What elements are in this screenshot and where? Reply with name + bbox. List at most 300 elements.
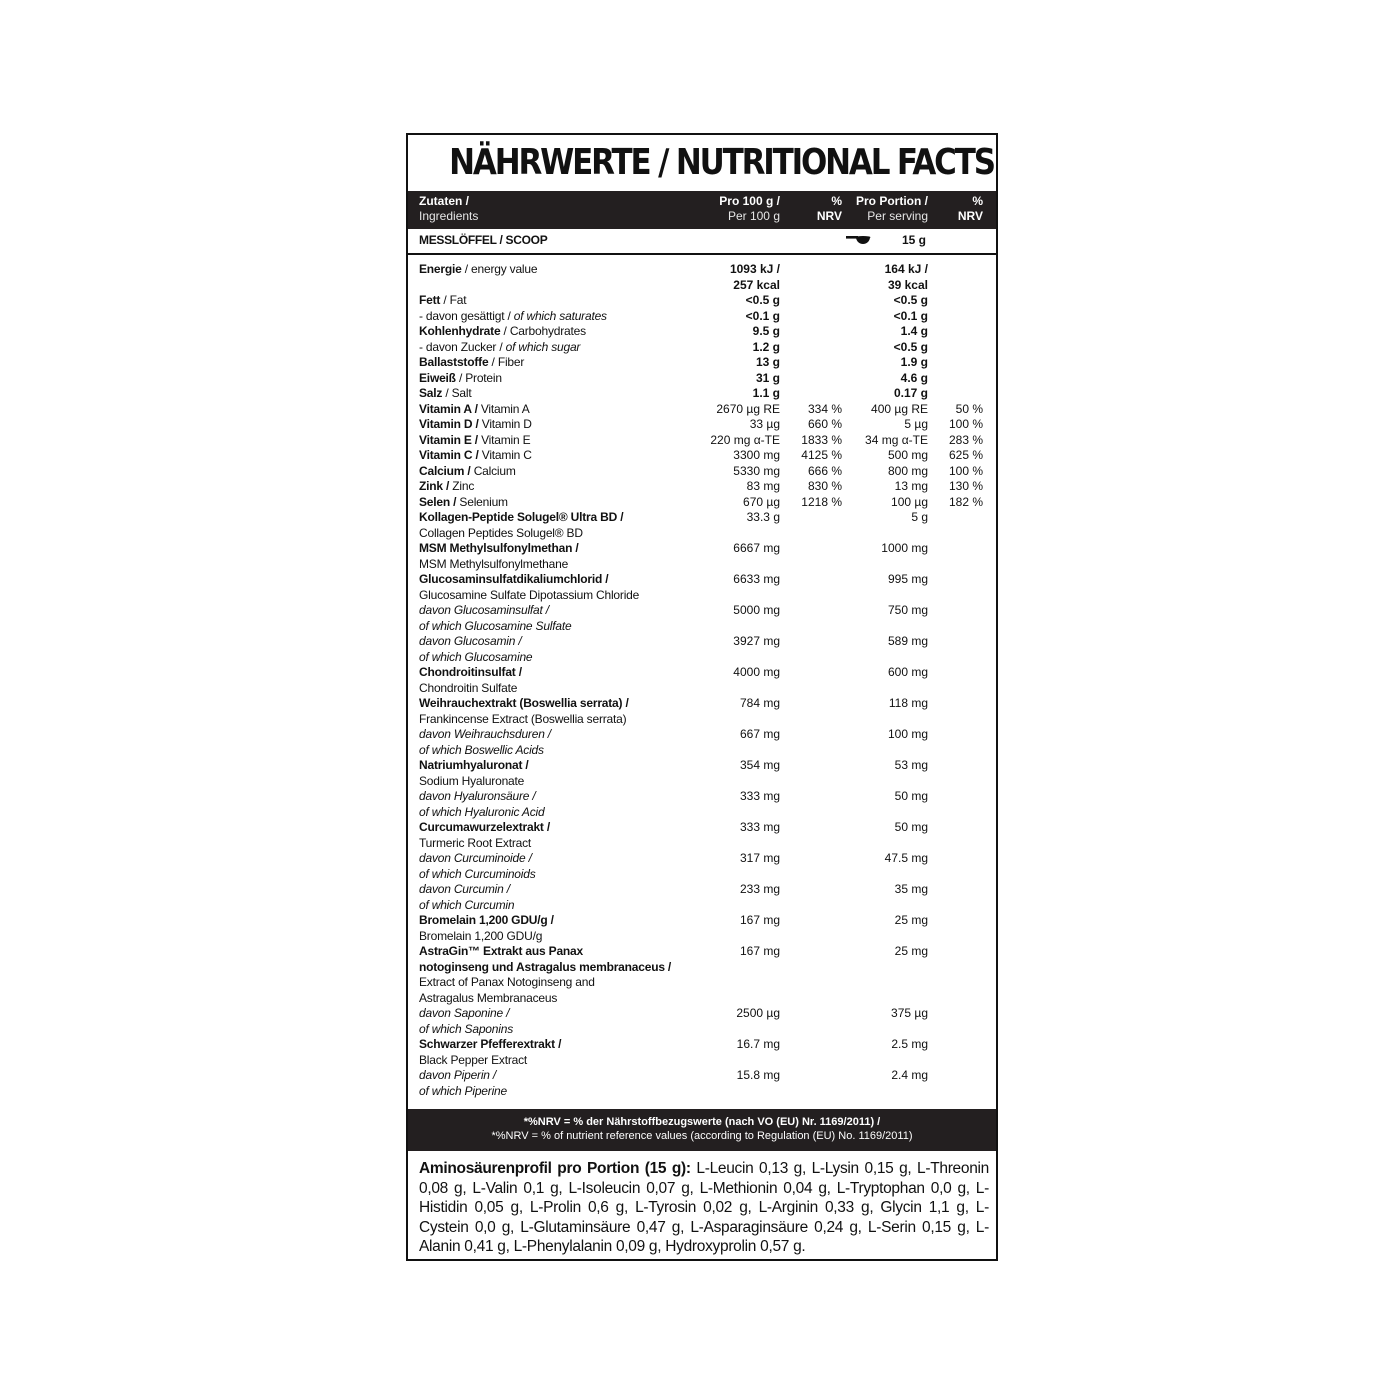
ingredient-name-segment: Calcium: [473, 463, 516, 478]
ingredient-name-segment: Eiweiß: [419, 370, 456, 385]
perserving-value: [888, 572, 928, 588]
perserving-value: [871, 402, 928, 418]
per100-value-line: 670 µg: [743, 494, 780, 509]
nrv100-value: 666 %: [807, 463, 842, 478]
perserving-value: [911, 510, 928, 526]
per100-value-line: <0.5 g: [745, 293, 780, 307]
perserving-value-line: 53 mg: [894, 758, 928, 772]
perserving-value-line: 34 mg α-TE: [865, 432, 928, 447]
ingredient-name: [419, 789, 689, 820]
per100-value: [736, 1006, 780, 1022]
ingredient-name-segment: / energy value: [461, 262, 538, 276]
ingredient-name-line: [419, 774, 689, 790]
ingredient-name-segment: Zinc: [452, 479, 475, 493]
per100-value-line: 3927 mg: [733, 634, 780, 648]
ingredient-name-segment: of which Glucosamine Sulfate: [419, 618, 572, 633]
nutrient-row: [408, 402, 996, 418]
nutrient-row: [408, 944, 996, 1006]
per100-value-line: 5000 mg: [733, 603, 780, 617]
ingredient-name-line: [419, 495, 689, 511]
perserving-value: [895, 913, 928, 929]
nutrient-row: [408, 882, 996, 913]
ingredient-name-segment: MSM Methylsulfonylmethane: [419, 556, 569, 571]
perserving-value: [891, 1037, 928, 1053]
nutrient-table: [408, 255, 996, 1111]
per100-value: [737, 1037, 780, 1053]
ingredient-name-segment: davon Curcumin /: [419, 882, 510, 896]
ingredient-name-segment: / Fat: [440, 293, 467, 307]
ingredient-name: [419, 464, 689, 480]
ingredient-name-line: [419, 851, 689, 867]
perserving-value: [888, 665, 928, 681]
ingredient-name-segment: Vitamin C: [481, 448, 532, 462]
perserving-value-line: 5 µg: [904, 417, 928, 431]
per100-value-line: 31 g: [755, 370, 780, 385]
nrvp-value: 625 %: [948, 448, 983, 462]
col-per100-en: Per 100 g: [727, 209, 780, 223]
ingredient-name-line: [419, 464, 689, 480]
perserving-value-line: 750 mg: [887, 603, 928, 617]
ingredient-name-segment: Vitamin A /: [419, 401, 481, 416]
ingredient-name-segment: Astragalus Membranaceus: [419, 990, 558, 1005]
nutrient-row: [408, 309, 996, 325]
perserving-value: [891, 1068, 928, 1084]
ingredient-name-line: [419, 836, 689, 852]
column-header-bar: [408, 191, 996, 229]
nutrient-row: [408, 1037, 996, 1068]
ingredient-name-segment: Sodium Hyaluronate: [419, 773, 525, 788]
nutrient-row: [408, 495, 996, 511]
ingredient-name-segment: of which Boswellic Acids: [419, 742, 544, 757]
col-nrv100-header: [817, 194, 842, 224]
nutrient-row: [408, 572, 996, 603]
perserving-value-line: 2.4 mg: [891, 1068, 928, 1082]
nutrient-row: [408, 293, 996, 309]
ingredient-name-line: [419, 758, 689, 774]
perserving-value-line: 800 mg: [887, 463, 928, 478]
col-ingredients-en: Ingredients: [419, 209, 479, 223]
ingredient-name-segment: Natriumhyaluronat /: [419, 758, 529, 772]
perserving-value: [888, 603, 928, 619]
per100-value-line: 1.2 g: [752, 339, 780, 354]
perserving-value: [894, 309, 928, 325]
ingredient-name: [419, 944, 689, 1006]
per100-value: [730, 262, 780, 293]
ingredient-name-segment: of which Saponins: [419, 1021, 513, 1036]
perserving-value: [881, 541, 928, 557]
ingredient-name-segment: Glucosamine Sulfate Dipotassium Chloride: [419, 587, 640, 602]
per100-value: [740, 913, 780, 929]
ingredient-name: [419, 665, 689, 696]
perserving-value-line: 1.4 g: [900, 324, 928, 338]
per100-value-line: 317 mg: [739, 851, 780, 865]
amino-heading: Aminosäurenprofil pro Portion (15 g):: [419, 1160, 691, 1177]
per100-value-line: 33 µg: [749, 417, 780, 431]
per100-value: [733, 665, 780, 681]
ingredient-name-line: [419, 572, 689, 588]
nutrient-row: [408, 665, 996, 696]
scoop-row: [408, 229, 996, 255]
ingredient-name-segment: Selen /: [419, 494, 460, 509]
ingredient-name-segment: of which Hyaluronic Acid: [419, 804, 545, 819]
perserving-value-line: 13 mg: [894, 479, 928, 493]
per100-value-line: 16.7 mg: [736, 1037, 780, 1051]
ingredient-name-line: [419, 386, 689, 402]
ingredient-name-line: [419, 402, 689, 418]
ingredient-name-segment: davon Piperin /: [419, 1068, 497, 1082]
nutrient-row: [408, 371, 996, 387]
ingredient-name-segment: Black Pepper Extract: [419, 1052, 528, 1067]
ingredient-name-segment: Bromelain 1,200 GDU/g: [419, 928, 543, 943]
per100-value: [740, 696, 780, 712]
perserving-value-line: <0.1 g: [893, 308, 928, 323]
ingredient-name-line: [419, 960, 689, 976]
nutrient-row: [408, 913, 996, 944]
col-ingredients-de: Zutaten /: [419, 194, 469, 208]
ingredient-name-line: [419, 324, 689, 340]
perserving-value: [901, 371, 928, 387]
col-perserving-de: Pro Portion /: [856, 194, 928, 208]
ingredient-name-segment: Vitamin C /: [419, 448, 482, 462]
per100-value-line: 3300 mg: [733, 448, 780, 462]
per100-value-line: 167 mg: [739, 913, 780, 927]
ingredient-name: [419, 510, 689, 541]
ingredient-name-segment: Bromelain 1,200 GDU/g /: [419, 913, 554, 927]
perserving-value: [865, 433, 928, 449]
perserving-value: [895, 820, 928, 836]
ingredient-name-line: [419, 898, 689, 914]
ingredient-name-line: [419, 820, 689, 836]
ingredient-name-line: [419, 371, 689, 387]
ingredient-name-segment: notoginseng und Astragalus membranaceus /: [419, 959, 672, 974]
nutrient-row: [408, 448, 996, 464]
ingredient-name-segment: Frankincense Extract (Boswellia serrata): [419, 711, 627, 726]
label-title: NÄHRWERTE / NUTRITIONAL FACTS: [449, 142, 994, 183]
nutrient-row: [408, 262, 996, 293]
per100-value-line: 6667 mg: [733, 541, 780, 555]
ingredient-name: [419, 758, 689, 789]
ingredient-name-line: [419, 433, 689, 449]
nutrient-row: [408, 386, 996, 402]
ingredient-name: [419, 340, 689, 356]
ingredient-name-segment: Zink /: [419, 479, 453, 493]
ingredient-name-segment: - davon gesättigt /: [419, 308, 514, 323]
ingredient-name-segment: Glucosaminsulfatdikaliumchlorid /: [419, 572, 609, 586]
nutrient-row: [408, 479, 996, 495]
col-nrvp-label: NRV: [957, 209, 983, 223]
nrvp-value: 50 %: [955, 401, 983, 416]
ingredient-name: [419, 417, 689, 433]
per100-value: [733, 541, 780, 557]
nutrient-row: [408, 417, 996, 433]
nutrient-row: [408, 696, 996, 727]
nrv100-value: 1833 %: [801, 432, 842, 447]
perserving-value-line: 100 µg: [891, 494, 928, 509]
nutrient-row: [408, 355, 996, 371]
perserving-value: [901, 355, 928, 371]
perserving-value-line: 100 mg: [887, 727, 928, 741]
perserving-value: [885, 262, 928, 293]
perserving-value-line: 25 mg: [894, 944, 928, 958]
perserving-value: [889, 696, 928, 712]
perserving-value-line: <0.5 g: [893, 293, 928, 307]
ingredient-name-line: [419, 929, 689, 945]
ingredient-name-line: [419, 712, 689, 728]
ingredient-name: [419, 603, 689, 634]
ingredient-name-line: [419, 681, 689, 697]
per100-value: [750, 417, 780, 433]
perserving-value-line: 995 mg: [887, 572, 928, 586]
ingredient-name: [419, 851, 689, 882]
ingredient-name: [419, 1037, 689, 1068]
col-per100-header: [719, 194, 780, 224]
ingredient-name: [419, 448, 689, 464]
nutrient-row: [408, 324, 996, 340]
per100-value: [733, 572, 780, 588]
ingredient-name-line: [419, 1037, 689, 1053]
per100-value: [753, 324, 780, 340]
ingredient-name: [419, 386, 689, 402]
perserving-value: [888, 634, 928, 650]
per100-value: [733, 448, 780, 464]
per100-value: [740, 727, 780, 743]
per100-value-line: 83 mg: [746, 479, 780, 493]
nutrient-row: [408, 603, 996, 634]
ingredient-name-line: [419, 557, 689, 573]
perserving-value-line: 375 µg: [891, 1006, 928, 1020]
ingredient-name-segment: / Fiber: [488, 355, 525, 369]
perserving-value-line: 600 mg: [887, 665, 928, 679]
per100-value: [740, 944, 780, 960]
per100-value-line: 167 mg: [739, 944, 780, 958]
ingredient-name-line: [419, 867, 689, 883]
footnote-line-en: *%NRV = % of nutrient reference values (according to Regulation (EU) No. 1169/2011): [491, 1130, 913, 1142]
per100-value-line: 667 mg: [739, 727, 780, 741]
ingredient-name-segment: / Salt: [442, 386, 472, 400]
per100-value: [747, 510, 780, 526]
ingredient-name-line: [419, 805, 689, 821]
nrvp-value: 182 %: [948, 494, 983, 509]
per100-value-line: 33.3 g: [746, 510, 780, 524]
col-nrv100-pct: %: [831, 194, 842, 208]
nrv100-value: 830 %: [807, 479, 842, 493]
ingredient-name-segment: Schwarzer Pfefferextrakt /: [419, 1037, 562, 1051]
ingredient-name-line: [419, 975, 689, 991]
col-nrvp-pct: %: [972, 194, 983, 208]
ingredient-name-line: [419, 789, 689, 805]
per100-value-line: 1093 kJ /: [729, 262, 780, 276]
per100-value-line: 333 mg: [739, 789, 780, 803]
perserving-value: [888, 727, 928, 743]
per100-value: [733, 603, 780, 619]
perserving-value-line: 1.9 g: [900, 355, 928, 369]
per100-value-line: 333 mg: [739, 820, 780, 834]
nutrient-row: [408, 464, 996, 480]
ingredient-name-segment: of which Glucosamine: [419, 649, 533, 664]
ingredient-name-line: [419, 944, 689, 960]
ingredient-name-segment: MSM Methylsulfonylmethan /: [419, 541, 579, 555]
per100-value-line: 2670 µg RE: [716, 401, 780, 416]
perserving-value: [895, 944, 928, 960]
ingredient-name: [419, 262, 689, 278]
col-nrv100-label: NRV: [816, 209, 842, 223]
ingredient-name-segment: of which sugar: [505, 339, 581, 354]
ingredient-name-segment: Kollagen-Peptide Solugel® Ultra BD /: [419, 510, 624, 524]
ingredient-name-segment: of which Piperine: [419, 1083, 507, 1098]
per100-value: [733, 464, 780, 480]
nrv100-value: 4125 %: [801, 448, 842, 462]
ingredient-name: [419, 293, 689, 309]
ingredient-name-segment: Ballaststoffe: [419, 355, 489, 369]
amino-acid-profile: [419, 1159, 989, 1257]
per100-value-line: 220 mg α-TE: [710, 432, 780, 447]
ingredient-name: [419, 727, 689, 758]
ingredient-name-segment: Fett: [419, 293, 441, 307]
nutrient-row: [408, 727, 996, 758]
ingredient-name-segment: of which saturates: [513, 308, 607, 323]
ingredient-name-segment: davon Curcuminoide /: [419, 851, 532, 865]
ingredient-name-segment: Collagen Peptides Solugel® BD: [419, 525, 583, 540]
ingredient-name-line: [419, 650, 689, 666]
ingredient-name-segment: Vitamin D: [481, 417, 532, 431]
amino-text: L-Leucin 0,13 g, L-Lysin 0,15 g, L-Threonin 0,08 g, L-Valin 0,1 g, L-Isoleucin 0,07 g, L-Methionin 0,04 g, L-Tryptophan 0,0 g, L-Histidin 0,05 g, L-Prolin 0,6 g, L-Tyrosin 0,02 g, L-Arginin 0,33 g, Glycin 1,1 g, L-Cystein 0,0 g, L-Glutaminsäure 0,47 g, L-Asparaginsäure 0,24 g, L-Serin 0,15 g, L-Alanin 0,41 g, L-Phenylalanin 0,09 g, Hydroxyprolin 0,57 g.: [419, 1160, 989, 1255]
per100-value-line: 6633 mg: [733, 572, 780, 586]
ingredient-name-line: [419, 479, 689, 495]
perserving-value-line: 50 mg: [894, 820, 928, 834]
per100-value: [740, 851, 780, 867]
per100-value: [716, 402, 780, 418]
nutrient-row: [408, 510, 996, 541]
perserving-value: [895, 882, 928, 898]
perserving-value-line: 500 mg: [887, 448, 928, 462]
ingredient-name: [419, 479, 689, 495]
ingredient-name-line: [419, 588, 689, 604]
ingredient-name-line: [419, 603, 689, 619]
ingredient-name-segment: / Carbohydrates: [500, 324, 586, 338]
ingredient-name-line: [419, 309, 689, 325]
perserving-value: [891, 1006, 928, 1022]
ingredient-name: [419, 324, 689, 340]
per100-value: [747, 479, 780, 495]
ingredient-name-line: [419, 262, 689, 278]
per100-value: [733, 634, 780, 650]
per100-value: [740, 758, 780, 774]
per100-value: [746, 293, 780, 309]
per100-value: [740, 882, 780, 898]
per100-value-line: 233 mg: [739, 882, 780, 896]
ingredient-name-segment: Weihrauchextrakt (Boswellia serrata) /: [419, 696, 629, 710]
ingredient-name-segment: Salz: [419, 386, 443, 400]
ingredient-name-line: [419, 696, 689, 712]
scoop-label: MESSLÖFFEL / SCOOP: [419, 233, 548, 247]
ingredient-name-segment: of which Curcumin: [419, 897, 515, 912]
ingredient-name: [419, 634, 689, 665]
ingredient-name-segment: AstraGin™ Extrakt aus Panax: [419, 944, 584, 958]
nrvp-value: 283 %: [948, 432, 983, 447]
perserving-value: [888, 448, 928, 464]
ingredient-name-line: [419, 340, 689, 356]
ingredient-name-segment: Chondroitinsulfat /: [419, 665, 522, 679]
per100-value-line: 1.1 g: [752, 386, 780, 400]
ingredient-name-line: [419, 665, 689, 681]
perserving-value: [904, 417, 928, 433]
per100-value-line: 5330 mg: [733, 463, 780, 478]
perserving-value-line: 118 mg: [888, 696, 928, 710]
nrv100-value: 660 %: [807, 417, 842, 431]
ingredient-name-line: [419, 510, 689, 526]
ingredient-name-line: [419, 634, 689, 650]
ingredient-name-segment: Turmeric Root Extract: [419, 835, 532, 850]
perserving-value: [895, 758, 928, 774]
ingredient-name-segment: Chondroitin Sulfate: [419, 680, 518, 695]
ingredient-name: [419, 433, 689, 449]
perserving-value: [894, 340, 928, 356]
ingredient-name-segment: - davon Zucker /: [419, 339, 506, 354]
ingredient-name: [419, 882, 689, 913]
ingredient-name-line: [419, 1053, 689, 1069]
per100-value: [756, 371, 780, 387]
nrv-footnote: [408, 1109, 996, 1151]
ingredient-name-line: [419, 1068, 689, 1084]
per100-value-line: 2500 µg: [736, 1006, 780, 1020]
col-perserving-header: [856, 194, 928, 224]
per100-value: [740, 789, 780, 805]
nutrient-row: [408, 634, 996, 665]
ingredient-name-line: [419, 1084, 689, 1100]
ingredient-name: [419, 572, 689, 603]
ingredient-name-line: [419, 991, 689, 1007]
col-perserving-en: Per serving: [867, 209, 928, 223]
ingredient-name: [419, 371, 689, 387]
col-ingredients-header: [419, 194, 478, 224]
ingredient-name-segment: Energie: [419, 262, 462, 276]
ingredient-name-segment: davon Saponine /: [419, 1006, 510, 1020]
ingredient-name-segment: Vitamin A: [480, 401, 530, 416]
per100-value-line: 4000 mg: [733, 665, 780, 679]
perserving-value: [895, 479, 928, 495]
nrvp-value: 100 %: [948, 463, 983, 478]
per100-value-line: 13 g: [755, 355, 780, 369]
perserving-value: [891, 495, 928, 511]
ingredient-name-segment: davon Weihrauchsduren /: [419, 727, 551, 741]
ingredient-name-segment: of which Curcuminoids: [419, 866, 536, 881]
ingredient-name-segment: davon Glucosamin /: [419, 634, 522, 648]
ingredient-name: [419, 495, 689, 511]
perserving-value-line: 25 mg: [894, 913, 928, 927]
perserving-value-line: 400 µg RE: [871, 401, 928, 416]
ingredient-name-line: [419, 541, 689, 557]
ingredient-name-segment: Curcumawurzelextrakt /: [419, 820, 550, 834]
nutrient-row: [408, 789, 996, 820]
perserving-value-line: 164 kJ /: [884, 262, 928, 276]
ingredient-name: [419, 309, 689, 325]
perserving-value-line: 35 mg: [894, 882, 928, 896]
ingredient-name-line: [419, 743, 689, 759]
perserving-value-line: <0.5 g: [893, 339, 928, 354]
ingredient-name-line: [419, 355, 689, 371]
per100-value: [740, 820, 780, 836]
perserving-value-line: 0.17 g: [893, 386, 928, 400]
perserving-value-line: 47.5 mg: [884, 851, 928, 865]
per100-value-line: 15.8 mg: [736, 1068, 780, 1082]
ingredient-name: [419, 355, 689, 371]
ingredient-name-line: [419, 526, 689, 542]
perserving-value: [894, 293, 928, 309]
ingredient-name-segment: Kohlenhydrate: [419, 324, 501, 338]
per100-value: [746, 309, 780, 325]
perserving-value: [895, 789, 928, 805]
nutrient-row: [408, 541, 996, 572]
